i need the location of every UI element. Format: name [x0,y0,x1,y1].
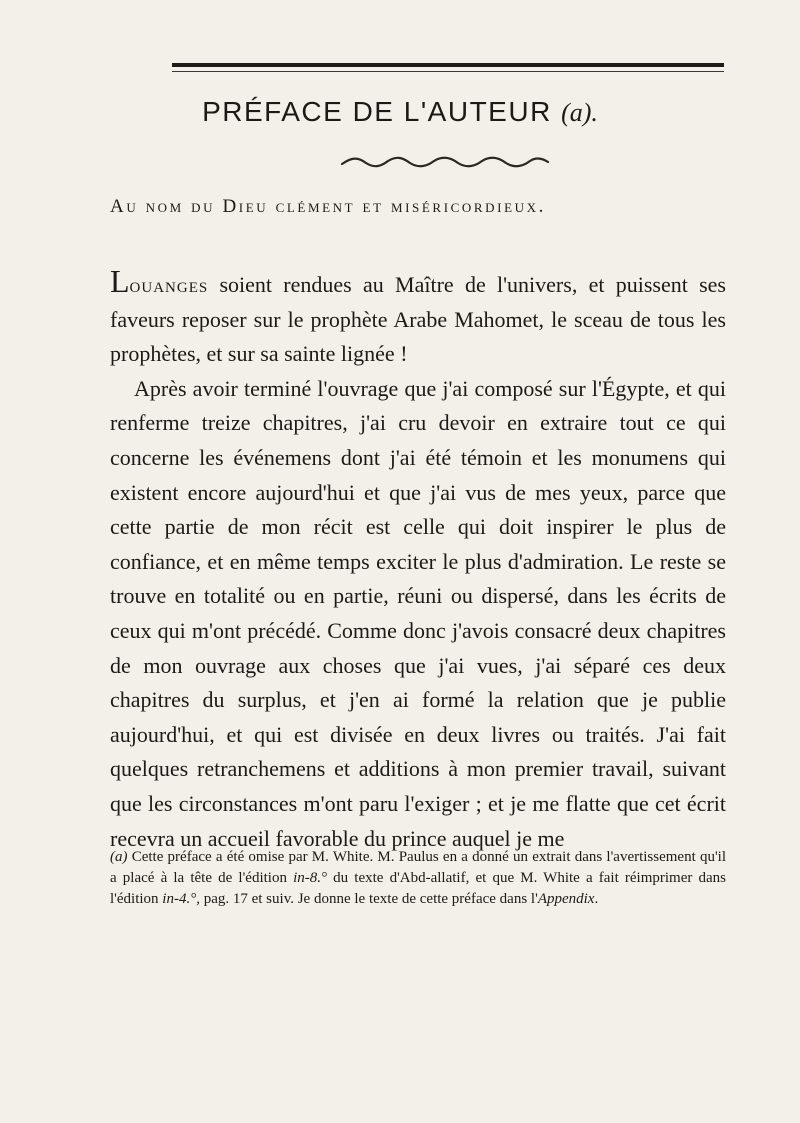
decorative-ornament [340,155,550,169]
drop-capital: L [110,263,130,299]
invocation-heading: Au nom du Dieu clément et miséricordieux. [110,196,546,217]
title-text: PRÉFACE DE L'AUTEUR [202,96,552,127]
footnote-text-1: Cette préface a été omise par M. White. M. Paulus en a donné un extrait dans l'avertissement qu'il a placé à la tête de l'édition [110,849,726,886]
footnote-text-2: du texte d'Abd-allatif, et que M. White a fait réimprimer dans l'édition [110,870,726,907]
main-text [110,264,726,856]
paragraph-1 [110,264,726,372]
opening-word-caps: ouanges [129,272,209,297]
header-rule-thin [172,71,724,72]
header-rule-thick [172,63,724,67]
paragraph-2: Après avoir terminé l'ouvrage que j'ai composé sur l'Égypte, et qui renferme treize chapitres, j'ai cru devoir en extraire tout ce qui concerne les événemens dont j'ai été témoin et les monumens qui existent encore aujourd'hui et que j'ai vus de mes yeux, parce que cette partie de mon récit est celle qui doit inspirer le plus de confiance, et en même temps exciter le plus d'admiration. Le reste se trouve en totalité ou en partie, réuni ou dispersé, dans les écrits de ceux qui m'ont précédé. Comme donc j'avois consacré deux chapitres de mon ouvrage aux choses que j'ai vues, j'ai séparé ces deux chapitres du surplus, et j'en ai formé la relation que je publie aujourd'hui, et qui est divisée en deux livres ou traités. J'ai fait quelques retranchemens et additions à mon premier travail, suivant que les circonstances m'ont paru l'exiger ; et je me flatte que cet écrit recevra un accueil favorable du prince auquel je me [110,375,726,851]
footnote-text-3: pag. 17 et suiv. Je donne le texte de cette préface dans l' [199,891,538,907]
footnote [110,847,726,910]
page-title [140,96,660,128]
paragraph-1-text: soient rendues au Maître de l'univers, et puissent ses faveurs reposer sur le prophète Arabe Mahomet, le sceau de tous les prophètes, et sur sa sainte lignée ! [110,272,726,367]
footnote-label: (a) [110,849,128,865]
footnote-edition-octavo: in-8.° [293,870,328,886]
footnote-text-4: . [594,891,599,907]
title-note-reference: (a). [561,98,598,127]
footnote-edition-quarto: in-4.°, [162,891,200,907]
footnote-appendix: Appendix [537,891,595,907]
